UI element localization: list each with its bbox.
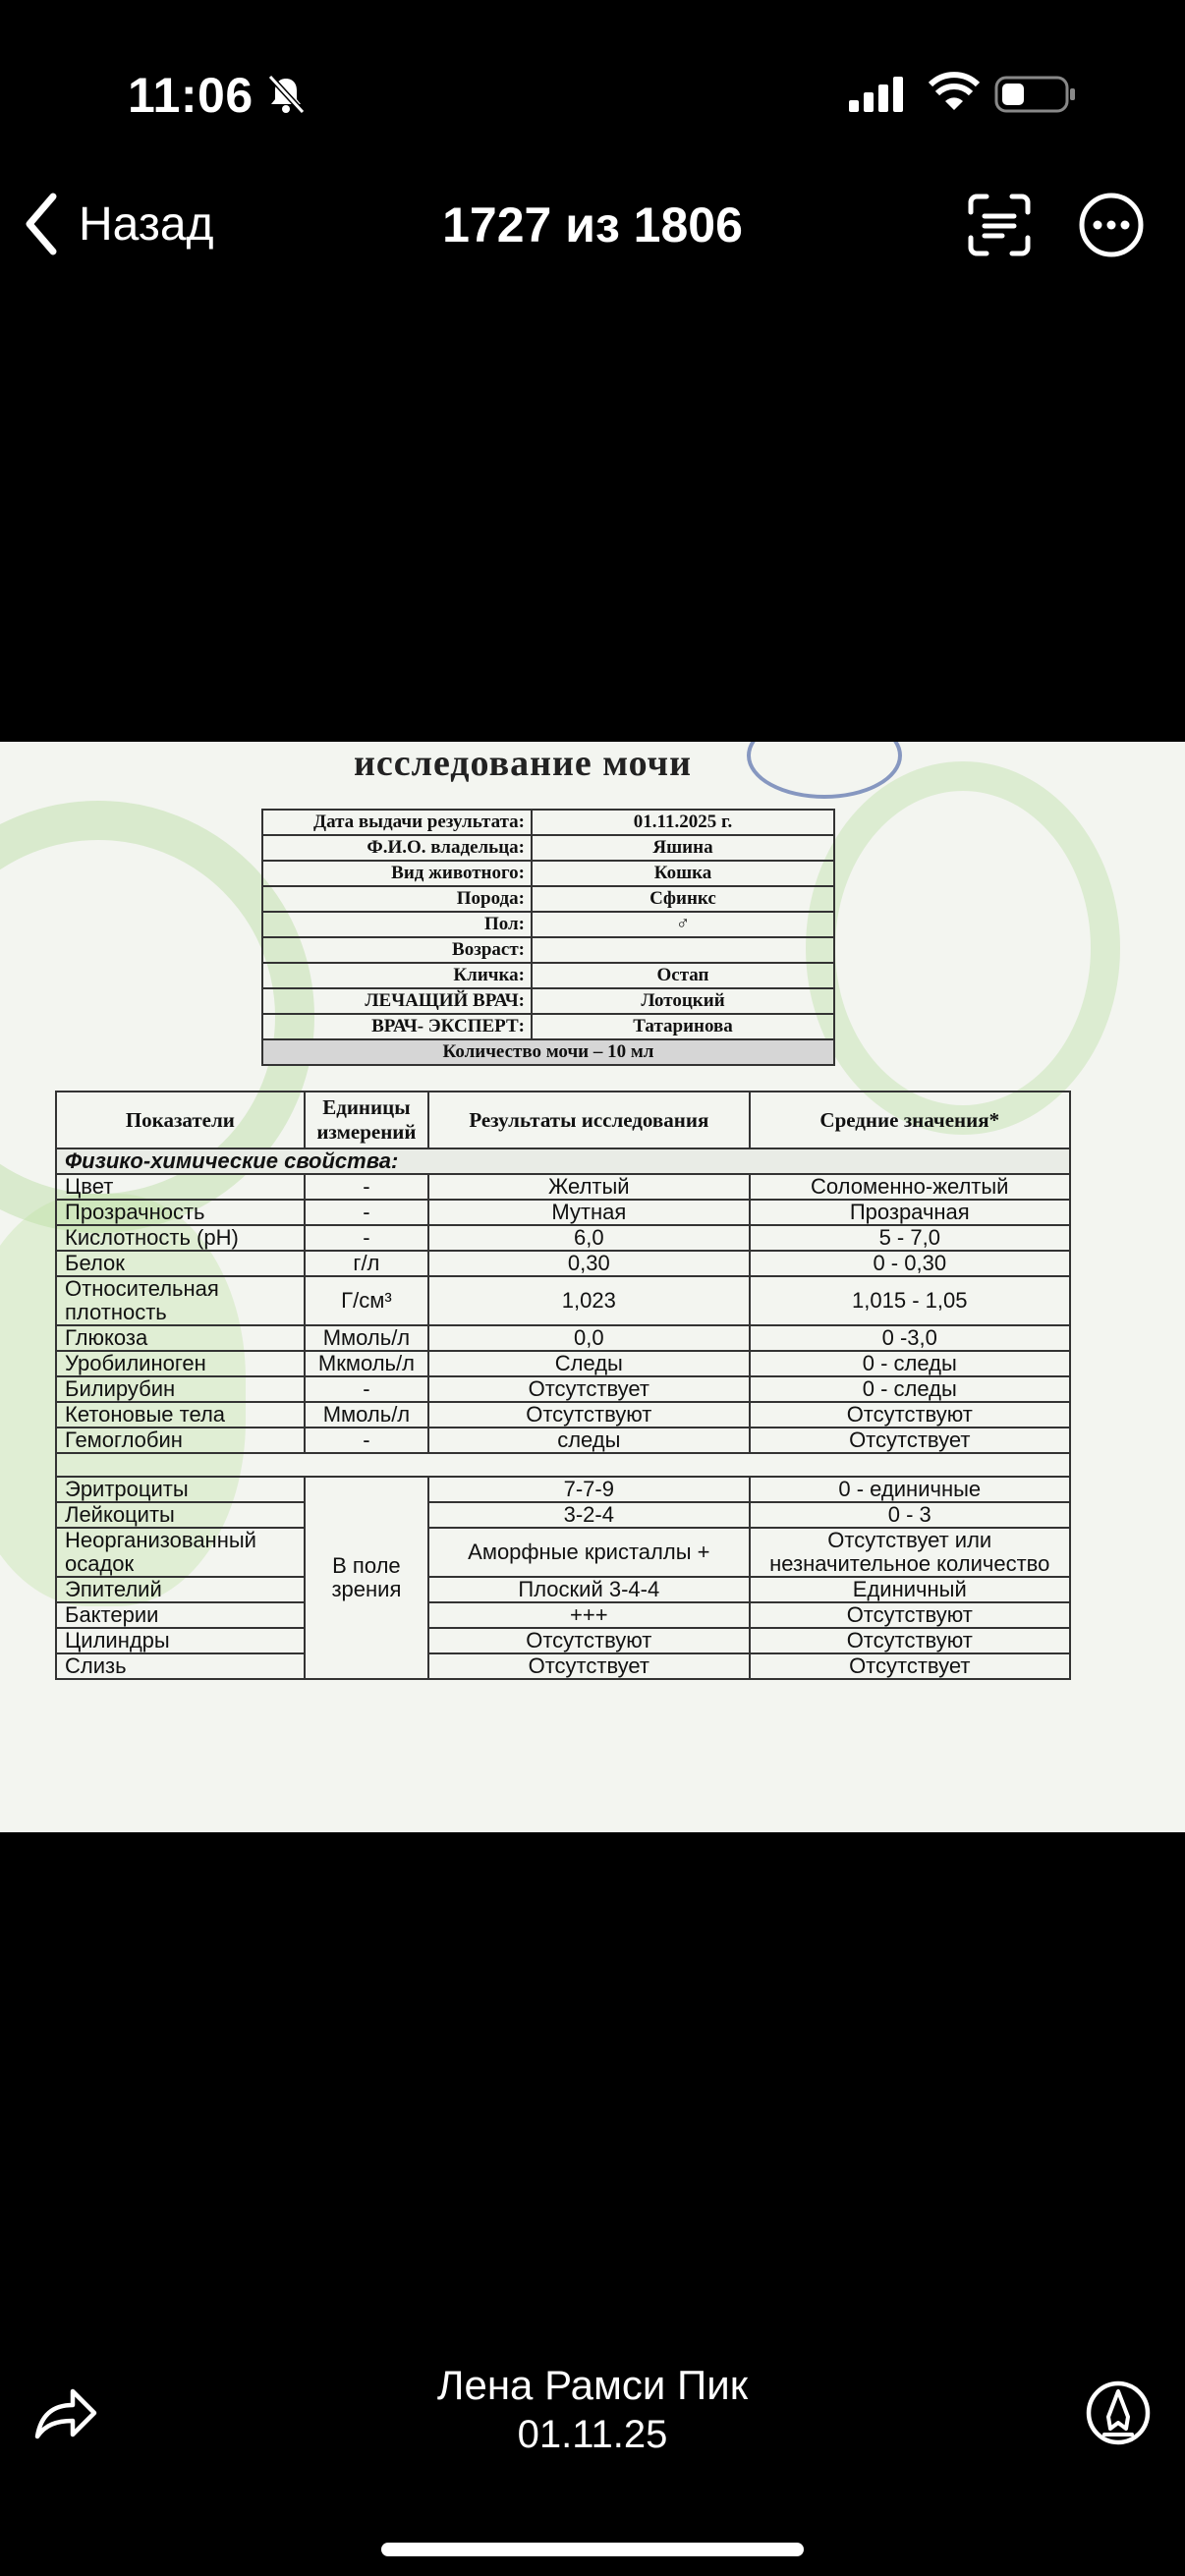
photo-author: Лена Рамси Пик xyxy=(436,2362,749,2408)
table-row xyxy=(56,1502,1070,1528)
indicator-reference: Единичный xyxy=(750,1577,1070,1602)
indicator-reference: 0 - следы xyxy=(750,1351,1070,1376)
indicator-result: 0,30 xyxy=(428,1251,749,1276)
wifi-icon xyxy=(928,71,981,114)
section-row xyxy=(56,1148,1070,1174)
indicator-unit: Мкмоль/л xyxy=(305,1351,428,1376)
section-title: Физико-химические свойства: xyxy=(56,1148,1070,1174)
info-value: Сфинкс xyxy=(532,886,834,912)
header-reference: Средние значения* xyxy=(750,1092,1070,1148)
info-label: Возраст: xyxy=(262,937,532,963)
table-row xyxy=(56,1428,1070,1453)
table-row xyxy=(56,1251,1070,1276)
indicator-name: Кислотность (pH) xyxy=(56,1225,305,1251)
indicator-reference: Отсутствует xyxy=(750,1428,1070,1453)
indicator-reference: 0 - единичные xyxy=(750,1477,1070,1502)
table-row xyxy=(56,1276,1070,1325)
indicator-name: Кетоновые тела xyxy=(56,1402,305,1428)
indicator-result: Отсутствуют xyxy=(428,1628,749,1653)
info-row xyxy=(262,886,834,912)
indicator-result: Мутная xyxy=(428,1200,749,1225)
info-label: ЛЕЧАЩИЙ ВРАЧ: xyxy=(262,988,532,1014)
indicator-unit: - xyxy=(305,1200,428,1225)
indicator-reference: Соломенно-желтый xyxy=(750,1174,1070,1200)
indicator-reference: 5 - 7,0 xyxy=(750,1225,1070,1251)
info-value: Лотоцкий xyxy=(532,988,834,1014)
more-options-icon[interactable] xyxy=(1077,191,1146,259)
quantity-row xyxy=(262,1039,834,1065)
indicator-name: Цилиндры xyxy=(56,1628,305,1653)
home-indicator[interactable] xyxy=(381,2543,804,2556)
indicator-result: Аморфные кристаллы + xyxy=(428,1528,749,1577)
table-row xyxy=(56,1376,1070,1402)
table-row xyxy=(56,1628,1070,1653)
indicator-reference: 0 - 3 xyxy=(750,1502,1070,1528)
info-label: Пол: xyxy=(262,912,532,937)
table-row xyxy=(56,1402,1070,1428)
info-row xyxy=(262,912,834,937)
photo-viewer-image[interactable] xyxy=(0,742,1185,1832)
indicator-name: Неорганизованный осадок xyxy=(56,1528,305,1577)
table-row xyxy=(56,1602,1070,1628)
indicator-unit: Ммоль/л xyxy=(305,1325,428,1351)
indicator-result: 3-2-4 xyxy=(428,1502,749,1528)
info-label: Ф.И.О. владельца: xyxy=(262,835,532,861)
indicator-name: Относительная плотность xyxy=(56,1276,305,1325)
bell-slash-icon xyxy=(265,73,307,116)
info-value: 01.11.2025 г. xyxy=(532,810,834,835)
info-value: Кошка xyxy=(532,861,834,886)
header-indicator: Показатели xyxy=(56,1092,305,1148)
header-results: Результаты исследования xyxy=(428,1092,749,1148)
photo-date: 01.11.25 xyxy=(517,2413,668,2456)
cellular-signal-icon xyxy=(847,75,906,114)
indicator-name: Эпителий xyxy=(56,1577,305,1602)
info-row xyxy=(262,1014,834,1039)
indicator-reference: 0 -3,0 xyxy=(750,1325,1070,1351)
indicator-reference: Отсутствуют xyxy=(750,1602,1070,1628)
indicator-unit: Ммоль/л xyxy=(305,1402,428,1428)
results-table xyxy=(55,1091,1071,1680)
urine-quantity: Количество мочи – 10 мл xyxy=(262,1039,834,1065)
indicator-reference: 0 - 0,30 xyxy=(750,1251,1070,1276)
back-label: Назад xyxy=(79,197,214,251)
indicator-unit: - xyxy=(305,1225,428,1251)
info-label: Кличка: xyxy=(262,963,532,988)
table-row xyxy=(56,1174,1070,1200)
indicator-name: Уробилиноген xyxy=(56,1351,305,1376)
table-row xyxy=(56,1477,1070,1502)
indicator-result: 7-7-9 xyxy=(428,1477,749,1502)
info-label: ВРАЧ- ЭКСПЕРТ: xyxy=(262,1014,532,1039)
photo-counter: 1727 из 1806 xyxy=(442,197,743,252)
live-text-icon[interactable] xyxy=(967,193,1032,257)
indicator-result: 1,023 xyxy=(428,1276,749,1325)
document-title: исследование мочи xyxy=(354,743,692,784)
info-row xyxy=(262,937,834,963)
indicator-reference: Прозрачная xyxy=(750,1200,1070,1225)
indicator-result: Отсутствуют xyxy=(428,1402,749,1428)
status-bar xyxy=(0,0,1185,187)
info-label: Порода: xyxy=(262,886,532,912)
indicator-unit: - xyxy=(305,1428,428,1453)
indicator-reference: Отсутствуют xyxy=(750,1628,1070,1653)
info-value: ♂ xyxy=(532,912,834,937)
header-units: Единицы измерений xyxy=(305,1092,428,1148)
table-row xyxy=(56,1200,1070,1225)
status-time: 11:06 xyxy=(128,68,254,123)
indicator-result: Отсутствует xyxy=(428,1653,749,1679)
indicator-unit: Г/см³ xyxy=(305,1276,428,1325)
info-row xyxy=(262,861,834,886)
table-row xyxy=(56,1577,1070,1602)
info-label: Вид животного: xyxy=(262,861,532,886)
table-row xyxy=(56,1225,1070,1251)
info-value: Татаринова xyxy=(532,1014,834,1039)
spacer-cell xyxy=(56,1453,1070,1477)
microscopy-unit: В поле зрения xyxy=(305,1477,428,1679)
indicator-result: Отсутствует xyxy=(428,1376,749,1402)
indicator-reference: Отсутствует или незначительное количество xyxy=(750,1528,1070,1577)
indicator-reference: 1,015 - 1,05 xyxy=(750,1276,1070,1325)
indicator-reference: Отсутствует xyxy=(750,1653,1070,1679)
indicator-name: Белок xyxy=(56,1251,305,1276)
info-row xyxy=(262,988,834,1014)
info-row xyxy=(262,810,834,835)
battery-icon xyxy=(994,75,1077,114)
spacer-row xyxy=(56,1453,1070,1477)
indicator-unit: - xyxy=(305,1376,428,1402)
indicator-result: +++ xyxy=(428,1602,749,1628)
indicator-result: 0,0 xyxy=(428,1325,749,1351)
table-row xyxy=(56,1325,1070,1351)
info-value: Остап xyxy=(532,963,834,988)
indicator-reference: Отсутствуют xyxy=(750,1402,1070,1428)
background-decoration xyxy=(806,761,1120,1135)
indicator-result: Плоский 3-4-4 xyxy=(428,1577,749,1602)
indicator-name: Слизь xyxy=(56,1653,305,1679)
indicator-unit: - xyxy=(305,1174,428,1200)
info-row xyxy=(262,835,834,861)
indicator-name: Глюкоза xyxy=(56,1325,305,1351)
indicator-name: Гемоглобин xyxy=(56,1428,305,1453)
indicator-name: Бактерии xyxy=(56,1602,305,1628)
markup-pen-icon[interactable] xyxy=(1085,2380,1152,2446)
indicator-result: следы xyxy=(428,1428,749,1453)
table-row xyxy=(56,1351,1070,1376)
indicator-result: Желтый xyxy=(428,1174,749,1200)
indicator-unit: г/л xyxy=(305,1251,428,1276)
indicator-name: Эритроциты xyxy=(56,1477,305,1502)
indicator-reference: 0 - следы xyxy=(750,1376,1070,1402)
indicator-result: Следы xyxy=(428,1351,749,1376)
indicator-name: Цвет xyxy=(56,1174,305,1200)
indicator-name: Билирубин xyxy=(56,1376,305,1402)
indicator-name: Прозрачность xyxy=(56,1200,305,1225)
info-label: Дата выдачи результата: xyxy=(262,810,532,835)
table-row xyxy=(56,1528,1070,1577)
indicator-name: Лейкоциты xyxy=(56,1502,305,1528)
indicator-result: 6,0 xyxy=(428,1225,749,1251)
info-value: Яшина xyxy=(532,835,834,861)
info-value xyxy=(532,937,834,963)
patient-info-table xyxy=(261,809,835,1066)
table-row xyxy=(56,1653,1070,1679)
info-row xyxy=(262,963,834,988)
